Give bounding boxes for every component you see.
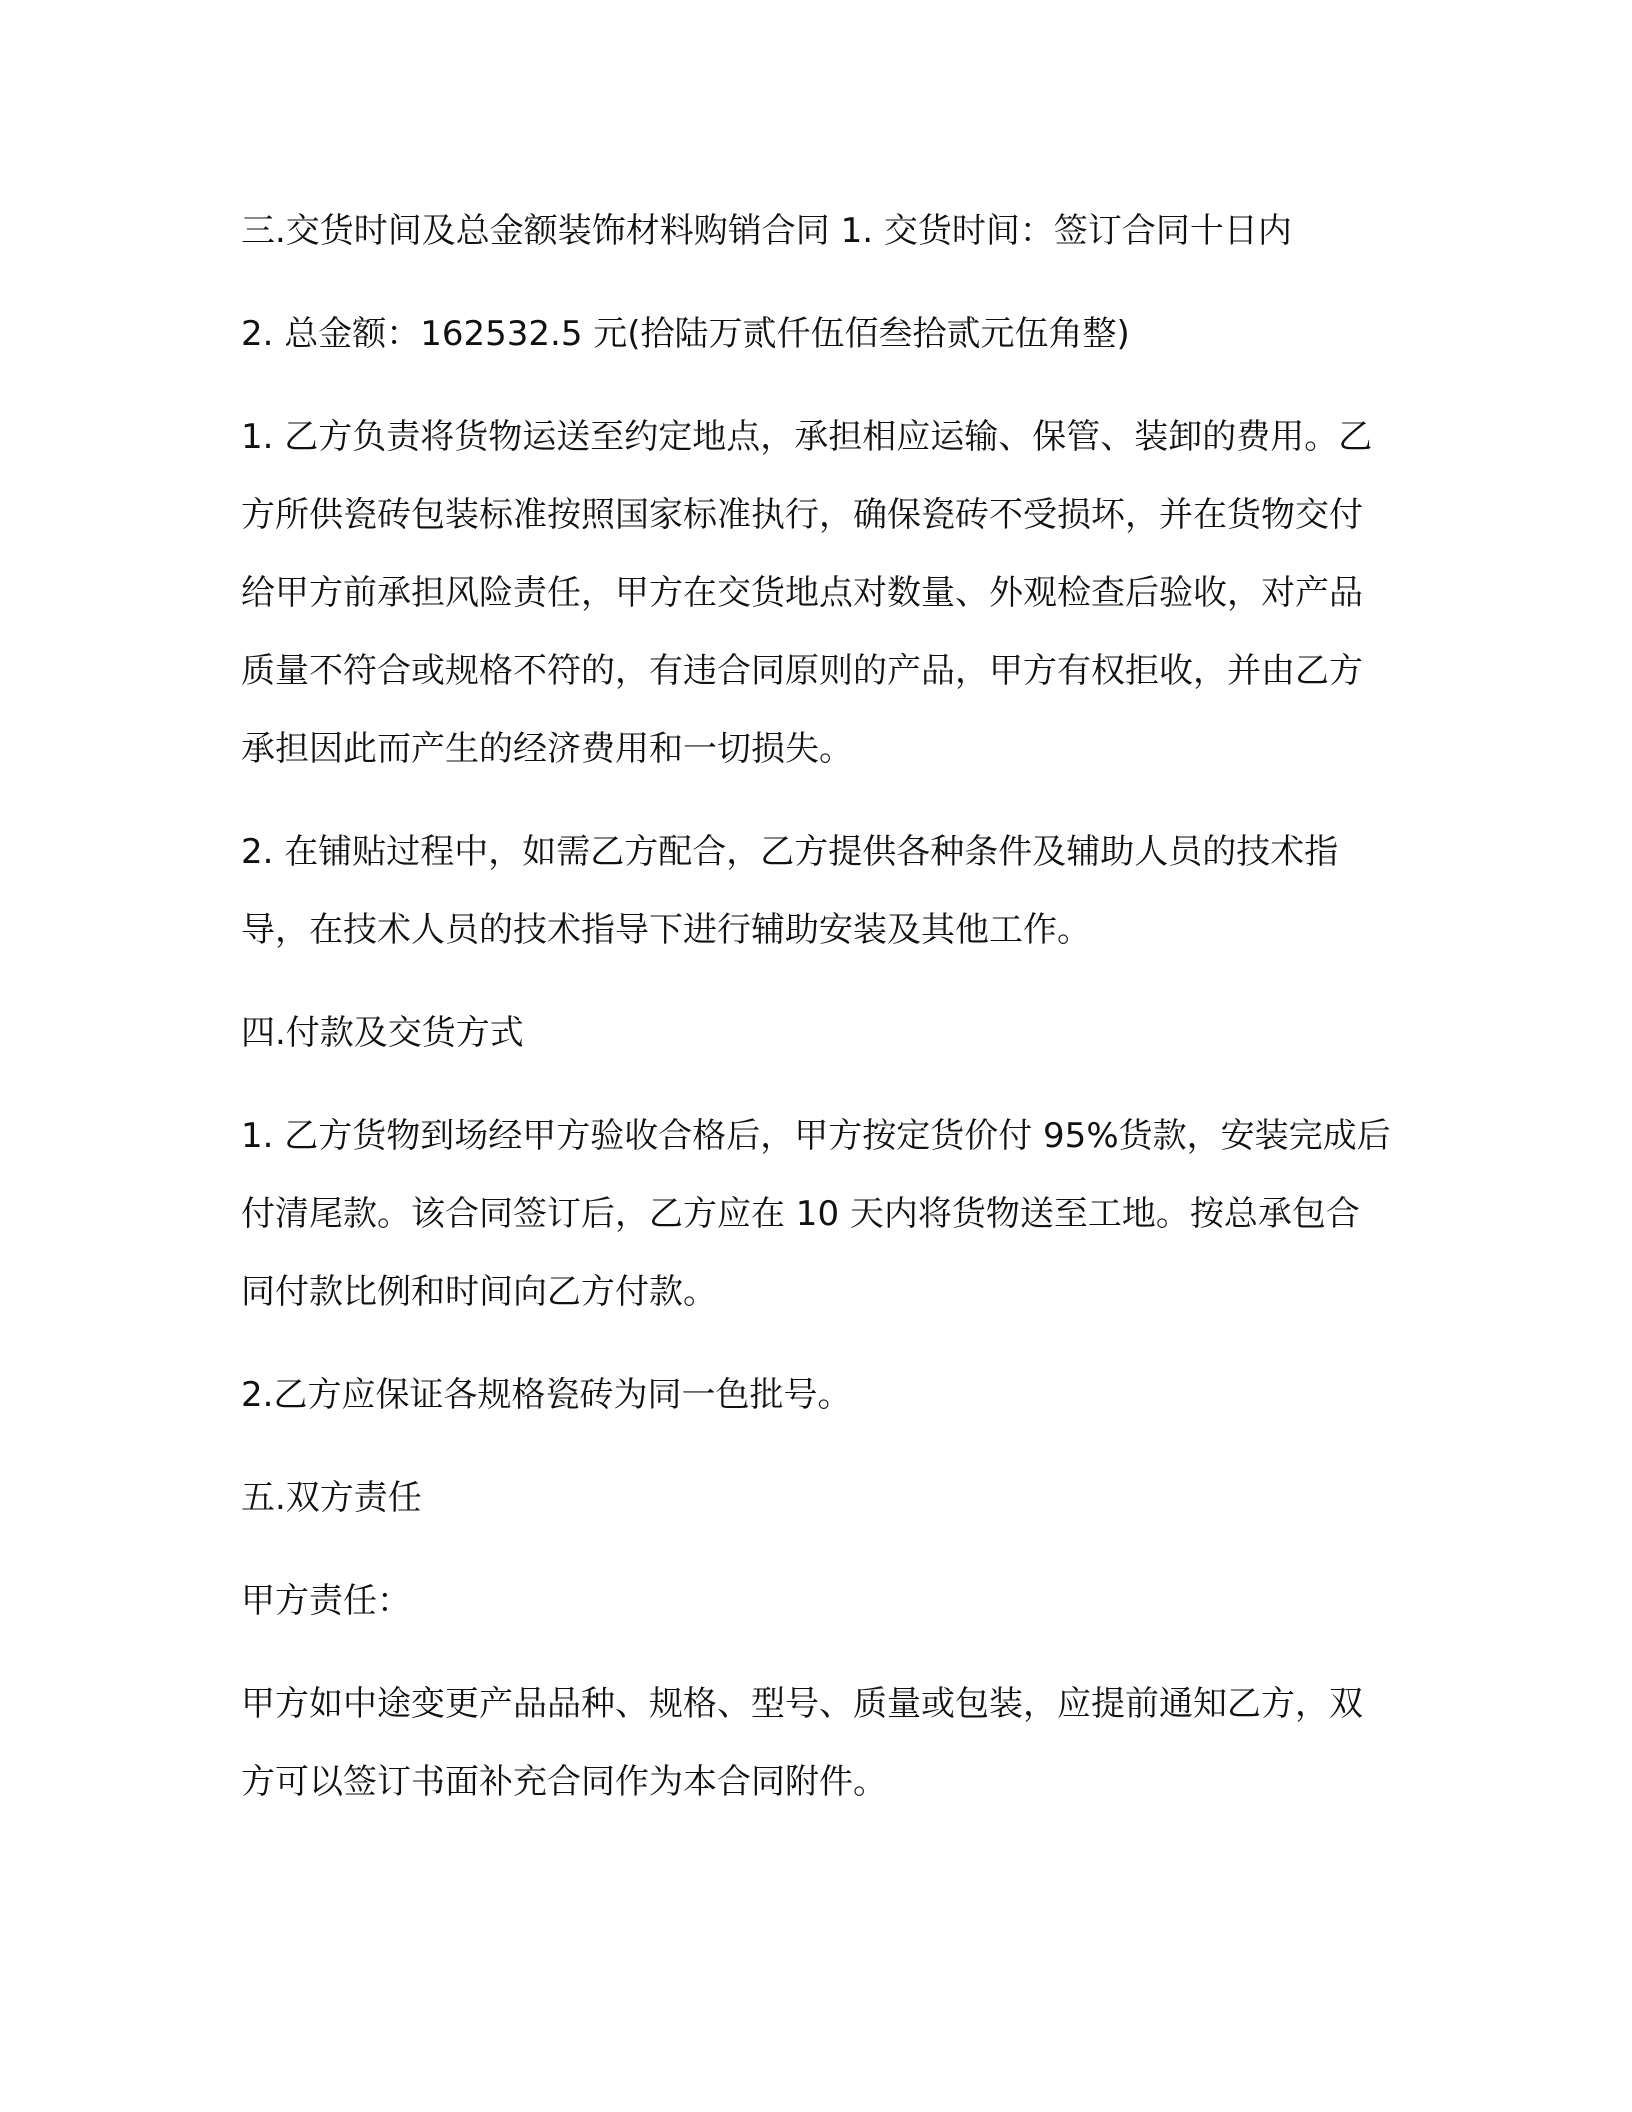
paragraph-batch-number: 2.乙方应保证各规格瓷砖为同一色批号。 <box>241 1375 852 1415</box>
section-heading-responsibilities: 五.双方责任 <box>241 1478 422 1518</box>
paragraph-payment-terms: 1. 乙方货物到场经甲方验收合格后，甲方按定货价付 95%货款，安装完成后付清尾款。该合同签订后，乙方应在 10 天内将货物送至工地。按总承包合同付款比例和时间向乙方付款。 <box>241 1116 1391 1312</box>
document-page <box>241 192 1391 1846</box>
subheading-party-a: 甲方责任： <box>241 1581 411 1621</box>
paragraph-transport-responsibility: 1. 乙方负责将货物运送至约定地点，承担相应运输、保管、装卸的费用。乙方所供瓷砖包装标准按照国家标准执行，确保瓷砖不受损坏，并在货物交付给甲方前承担风险责任，甲方在交货地点对数量、外观检查后验收，对产品质量不符合或规格不符的，有违合同原则的产品，甲方有权拒收，并由乙方承担因此而产生的经济费用和一切损失。 <box>241 417 1373 769</box>
paragraph-party-a-changes: 甲方如中途变更产品品种、规格、型号、质量或包装，应提前通知乙方，双方可以签订书面补充合同作为本合同附件。 <box>241 1684 1363 1802</box>
paragraph-delivery-time: 三.交货时间及总金额装饰材料购销合同 1. 交货时间：签订合同十日内 <box>241 211 1292 251</box>
paragraph-total-amount: 2. 总金额：162532.5 元(拾陆万贰仟伍佰叁拾贰元伍角整) <box>241 314 1130 354</box>
section-heading-payment: 四.付款及交货方式 <box>241 1013 524 1053</box>
paragraph-installation-support: 2. 在铺贴过程中，如需乙方配合，乙方提供各种条件及辅助人员的技术指导，在技术人员的技术指导下进行辅助安装及其他工作。 <box>241 832 1339 950</box>
